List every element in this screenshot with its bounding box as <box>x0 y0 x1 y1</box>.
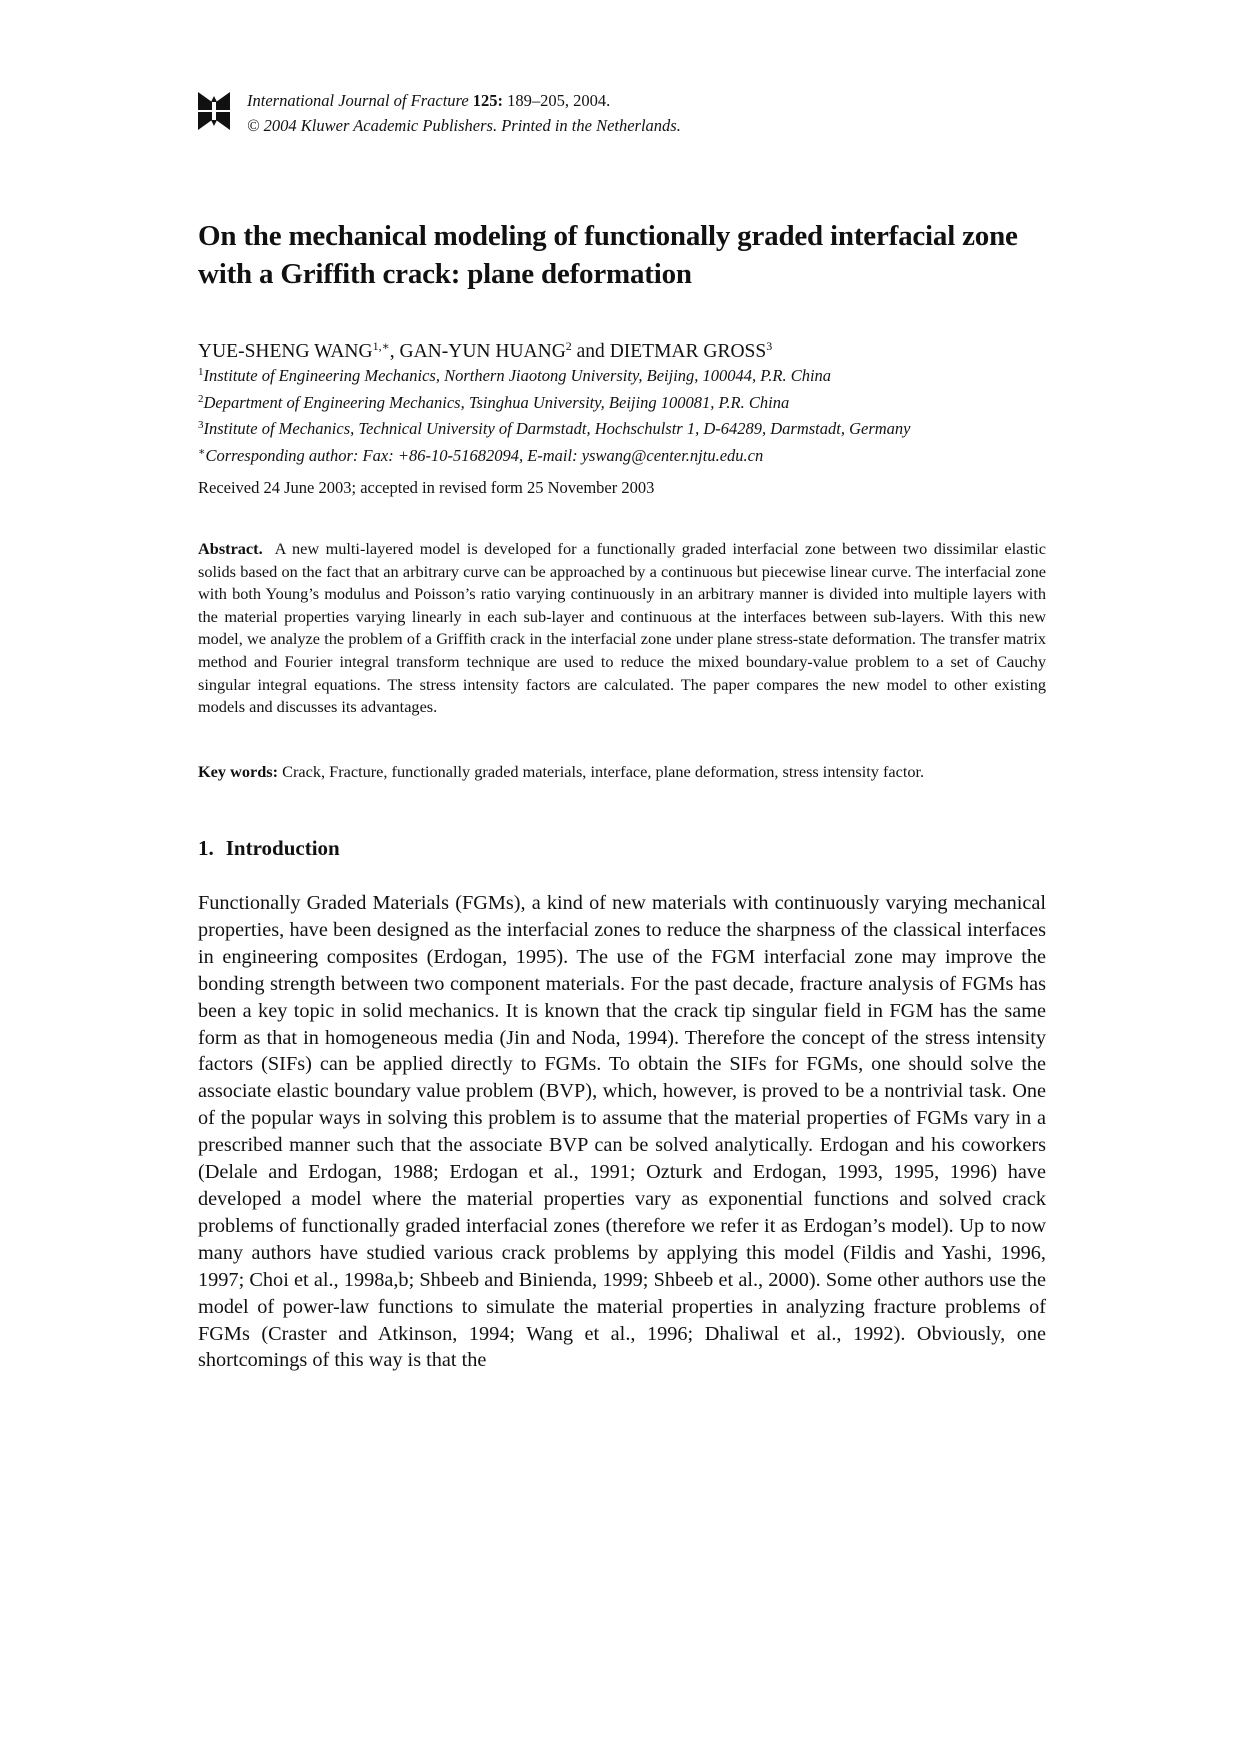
author-name: GAN-YUN HUANG <box>399 341 566 362</box>
journal-line-1 <box>247 88 681 113</box>
abstract-label: Abstract. <box>198 539 263 558</box>
affiliation-mark: 2 <box>198 392 204 405</box>
author-separator: , <box>389 341 400 362</box>
keywords <box>198 762 1058 782</box>
journal-volume: 125: <box>472 91 504 110</box>
author-affil-mark: 1,∗ <box>372 339 390 353</box>
abstract <box>198 538 1046 719</box>
author-affil-mark: 3 <box>766 339 773 353</box>
affiliation-text: Institute of Engineering Mechanics, Northern Jiaotong University, Beijing, 100044, P.R. China <box>203 366 832 385</box>
keywords-text: Crack, Fracture, functionally graded materials, interface, plane deformation, stress intensity factor. <box>282 762 925 781</box>
copyright-line: © 2004 Kluwer Academic Publishers. Printed in the Netherlands. <box>247 116 681 135</box>
author-separator: and <box>571 341 610 362</box>
section-heading <box>198 836 340 861</box>
affiliation-text: Department of Engineering Mechanics, Tsinghua University, Beijing 100081, P.R. China <box>203 392 790 412</box>
author-name: DIETMAR GROSS <box>609 341 767 362</box>
publisher-logo-icon <box>196 90 232 132</box>
affiliation-text: Corresponding author: Fax: +86-10-51682094, E-mail: yswang@center.njtu.edu.cn <box>205 445 764 465</box>
received-dates: Received 24 June 2003; accepted in revised form 25 November 2003 <box>198 478 655 497</box>
keywords-label: Key words: <box>198 762 279 781</box>
affiliation <box>198 361 911 388</box>
affiliation-mark: 1 <box>198 366 204 378</box>
affiliation-text: Institute of Mechanics, Technical University of Darmstadt, Hochschulstr 1, D-64289, Darmstadt, Germany <box>203 419 911 438</box>
section-number: 1. <box>198 836 214 860</box>
corresponding-author <box>198 441 911 468</box>
affiliation-mark: 3 <box>198 419 204 431</box>
affiliation-list <box>198 361 911 467</box>
introduction-paragraph: Functionally Graded Materials (FGMs), a kind of new materials with continuously varying mechanical properties, have been designed as the interfacial zones to reduce the sharpness of the classical interfaces in engineering composites (Erdogan, 1995). The use of the FGM interfacial zone may improve the bonding strength between two component materials. For the past decade, fracture analysis of FGMs has been a key topic in solid mechanics. It is known that the crack tip singular field in FGM has the same form as that in homogeneous media (Jin and Noda, 1994). Therefore the concept of the stress intensity factors (SIFs) can be applied directly to FGMs. To obtain the SIFs for FGMs, one should solve the associate elastic boundary value problem (BVP), which, however, is proved to be a nontrivial task. One of the popular ways in solving this problem is to assume that the material properties of FGMs vary in a prescribed manner such that the associate BVP can be solved analytically. Erdogan and his coworkers (Delale and Erdogan, 1988; Erdogan et al., 1991; Ozturk and Erdogan, 1993, 1995, 1996) have developed a model where the material properties vary as exponential functions and solved crack problems of functionally graded interfacial zones (therefore we refer it as Erdogan’s model). Up to now many authors have studied various crack problems by applying this model (Fildis and Yashi, 1996, 1997; Choi et al., 1998a,b; Shbeeb and Binienda, 1999; Shbeeb et al., 2000). Some other authors use the model of power-law functions to simulate the material properties in analyzing fracture problems of FGMs (Craster and Atkinson, 1994; Wang et al., 1996; Dhaliwal et al., 1992). Obviously, one shortcomings of this way is that the <box>198 892 1046 1372</box>
section-title: Introduction <box>225 836 340 860</box>
affiliation <box>198 414 911 441</box>
journal-citation <box>247 88 681 138</box>
paper-title: On the mechanical modeling of functionally graded interfacial zone with a Griffith crack: plane deformation <box>198 220 1018 290</box>
journal-pages-year: 189–205, 2004. <box>503 91 611 110</box>
affiliation <box>198 388 911 415</box>
affiliation-mark: ∗ <box>198 445 206 458</box>
author-affil-mark: 2 <box>565 339 572 353</box>
author-name: YUE-SHENG WANG <box>198 341 373 362</box>
abstract-text: A new multi-layered model is developed for a functionally graded interfacial zone between two dissimilar elastic solids based on the fact that an arbitrary curve can be approached by a continuous but piecewise linear curve. The interfacial zone with both Young’s modulus and Poisson’s ratio varying continuously in an arbitrary manner is divided into multiple layers with the material properties varying linearly in each sub-layer and continuous at the interfaces between sub-layers. With this new model, we analyze the problem of a Griffith crack in the interfacial zone under plane stress-state deformation. The transfer matrix method and Fourier integral transform technique are used to reduce the mixed boundary-value problem to a set of Cauchy singular integral equations. The stress intensity factors are calculated. The paper compares the new model to other existing models and discusses its advantages. <box>198 539 1046 717</box>
journal-name: International Journal of Fracture <box>247 91 469 110</box>
